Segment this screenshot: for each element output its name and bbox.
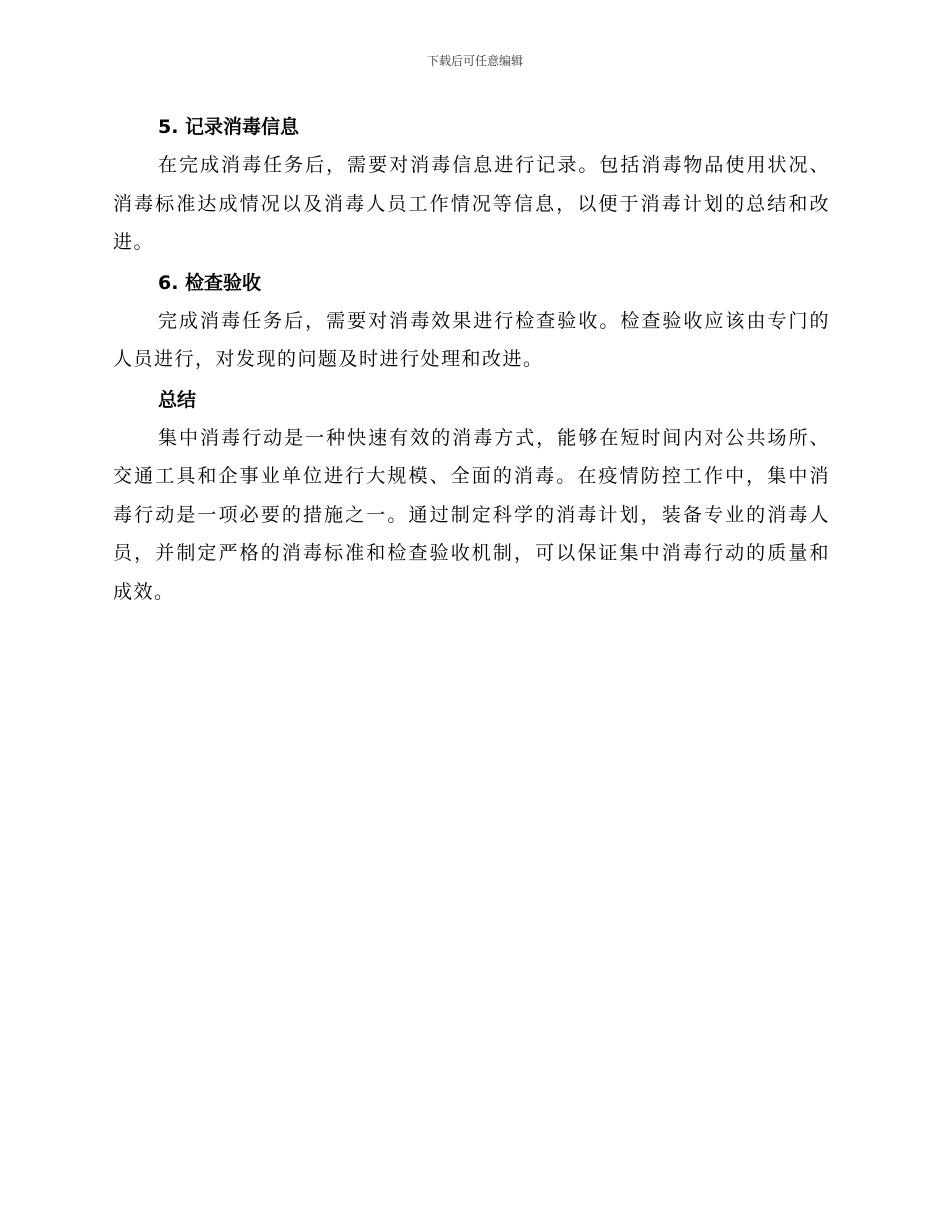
section-heading: 总结	[158, 388, 197, 411]
section-paragraph: 集中消毒行动是一种快速有效的消毒方式，能够在短时间内对公共场所、交通工具和企事业单位进行大规模、全面的消毒。在疫情防控工作中，集中消毒行动是一项必要的措施之一。通过制定科学的消毒计划，装备专业的消毒人员，并制定严格的消毒标准和检查验收机制，可以保证集中消毒行动的质量和成效。	[113, 426, 830, 603]
page-header: 下载后可任意编辑	[426, 54, 523, 68]
section-heading: 5. 记录消毒信息	[158, 116, 300, 138]
section-record-disinfection-info	[113, 110, 830, 262]
section-summary	[113, 383, 830, 612]
section-heading: 6. 检查验收	[158, 271, 262, 294]
section-paragraph: 完成消毒任务后，需要对消毒效果进行检查验收。检查验收应该由专门的人员进行，对发现的问题及时进行处理和改进。	[113, 309, 830, 370]
section-inspection-acceptance	[113, 266, 830, 379]
document-body	[113, 110, 830, 615]
section-paragraph: 在完成消毒任务后，需要对消毒信息进行记录。包括消毒物品使用状况、消毒标准达成情况以及消毒人员工作情况等信息，以便于消毒计划的总结和改进。	[113, 154, 830, 253]
